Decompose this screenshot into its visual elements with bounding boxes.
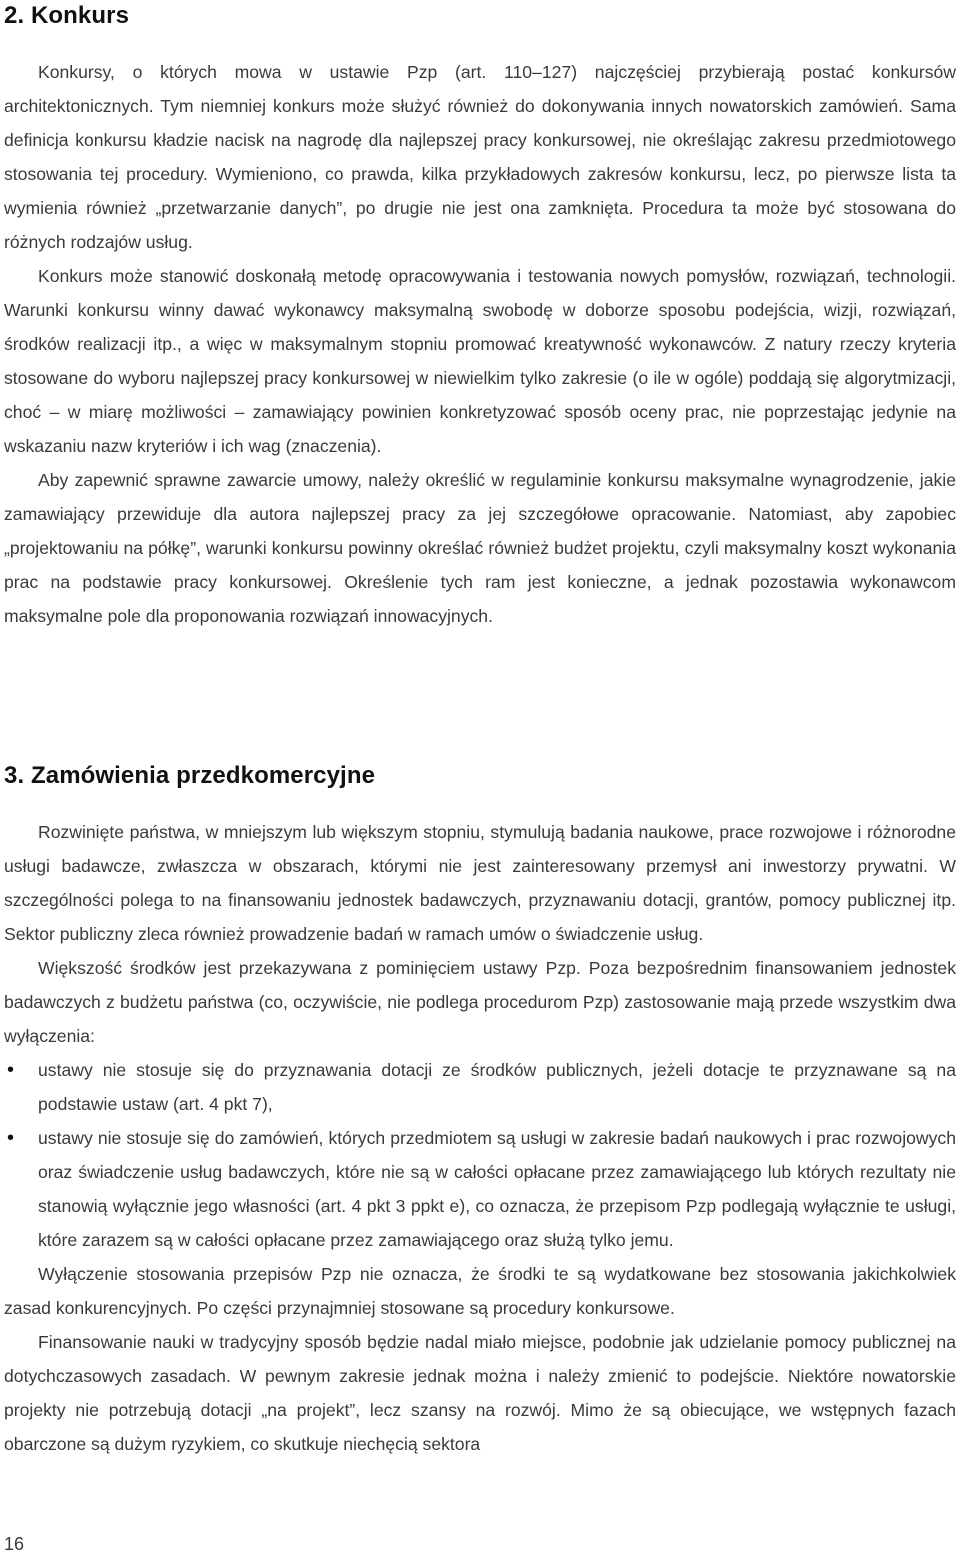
document-page <box>4 0 956 1559</box>
section-body-konkurs <box>4 55 956 633</box>
paragraph: Większość środków jest przekazywana z pominięciem ustawy Pzp. Poza bezpośrednim finansowaniem jednostek badawczych z budżetu państwa (co, oczywiście, nie podlega procedurom Pzp) zastosowanie mają przede wszystkim dwa wyłączenia: <box>4 958 956 1046</box>
paragraph: Konkurs może stanowić doskonałą metodę opracowywania i testowania nowych pomysłów, rozwiązań, technologii. Warunki konkursu winny dawać wykonawcy maksymalną swobodę w doborze sposobu podejścia, wizji, rozwiązań, środków realizacji itp., a więc w maksymalnym stopniu promować kreatywność wykonawców. Z natury rzeczy kryteria stosowane do wyboru najlepszej pracy konkursowej w niewielkim tylko zakresie (o ile w ogóle) poddają się algorytmizacji, choć – w miarę możliwości – zamawiający powinien konkretyzować sposób oceny prac, nie poprzestając jedynie na wskazaniu nazw kryteriów i ich wag (znaczenia). <box>4 266 956 456</box>
bullet-icon: • <box>7 1127 15 1149</box>
paragraph: Wyłączenie stosowania przepisów Pzp nie oznacza, że środki te są wydatkowane bez stosowania jakichkolwiek zasad konkurencyjnych. Po części przynajmniej stosowane są procedury konkursowe. <box>4 1264 956 1318</box>
section-heading-zamowienia-przedkomercyjne: 3. Zamówienia przedkomercyjne <box>4 762 376 789</box>
list-item <box>4 1053 956 1121</box>
paragraph: Rozwinięte państwa, w mniejszym lub większym stopniu, stymulują badania naukowe, prace rozwojowe i różnorodne usługi badawcze, zwłaszcza w obszarach, którymi nie jest zainteresowany przemysł ani inwestorzy prywatni. W szczególności polega to na finansowaniu jednostek badawczych, przyznawaniu dotacji, grantów, pomocy publicznej itp. Sektor publiczny zleca również prowadzenie badań w ramach umów o świadczenie usług. <box>4 822 956 944</box>
paragraph: Aby zapewnić sprawne zawarcie umowy, należy określić w regulaminie konkursu maksymalne wynagrodzenie, jakie zamawiający przewiduje dla autora najlepszej pracy za jej szczegółowe opracowanie. Natomiast, aby zapobiec „projektowaniu na półkę”, warunki konkursu powinny określać również budżet projektu, czyli maksymalny koszt wykonania prac na podstawie pracy konkursowej. Określenie tych ram jest konieczne, a jednak pozostawia wykonawcom maksymalne pole dla proponowania rozwiązań innowacyjnych. <box>4 470 956 626</box>
section-heading-konkurs: 2. Konkurs <box>4 2 130 29</box>
list-item-text: ustawy nie stosuje się do przyznawania dotacji ze środków publicznych, jeżeli dotacje te przyznawane są na podstawie ustaw (art. 4 pkt 7), <box>38 1060 956 1114</box>
paragraph: Konkursy, o których mowa w ustawie Pzp (art. 110–127) najczęściej przybierają postać konkursów architektonicznych. Tym niemniej konkurs może służyć również do dokonywania innych nowatorskich zamówień. Sama definicja konkursu kładzie nacisk na nagrodę dla najlepszej pracy konkursowej, nie określając zakresu przedmiotowego stosowania tej procedury. Wymieniono, co prawda, kilka przykładowych zakresów konkursu, lecz, po pierwsze lista ta wymienia również „przetwarzanie danych”, po drugie nie jest ona zamknięta. Procedura ta może być stosowana do różnych rodzajów usług. <box>4 62 956 252</box>
bullet-icon: • <box>7 1059 15 1081</box>
section-body-zamowienia-przedkomercyjne <box>4 815 956 1461</box>
page-number: 16 <box>4 1534 25 1554</box>
list-item-text: ustawy nie stosuje się do zamówień, których przedmiotem są usługi w zakresie badań naukowych i prac rozwojowych oraz świadczenie usług badawczych, które nie są w całości opłacane przez zamawiającego lub których rezultaty nie stanowią wyłącznie jego własności (art. 4 pkt 3 ppkt e), co oznacza, że przepisom Pzp podlegają wyłącznie te usługi, które zarazem są w całości opłacane przez zamawiającego oraz służą tylko jemu. <box>38 1128 956 1250</box>
exclusions-list <box>4 1053 956 1257</box>
list-item <box>4 1121 956 1257</box>
paragraph: Finansowanie nauki w tradycyjny sposób będzie nadal miało miejsce, podobnie jak udzielanie pomocy publicznej na dotychczasowych zasadach. W pewnym zakresie jednak można i należy zmienić to podejście. Niektóre nowatorskie projekty nie potrzebują dotacji „na projekt”, lecz szansy na rozwój. Mimo że są obiecujące, we wstępnych fazach obarczone są dużym ryzykiem, co skutkuje niechęcią sektora <box>4 1332 956 1454</box>
